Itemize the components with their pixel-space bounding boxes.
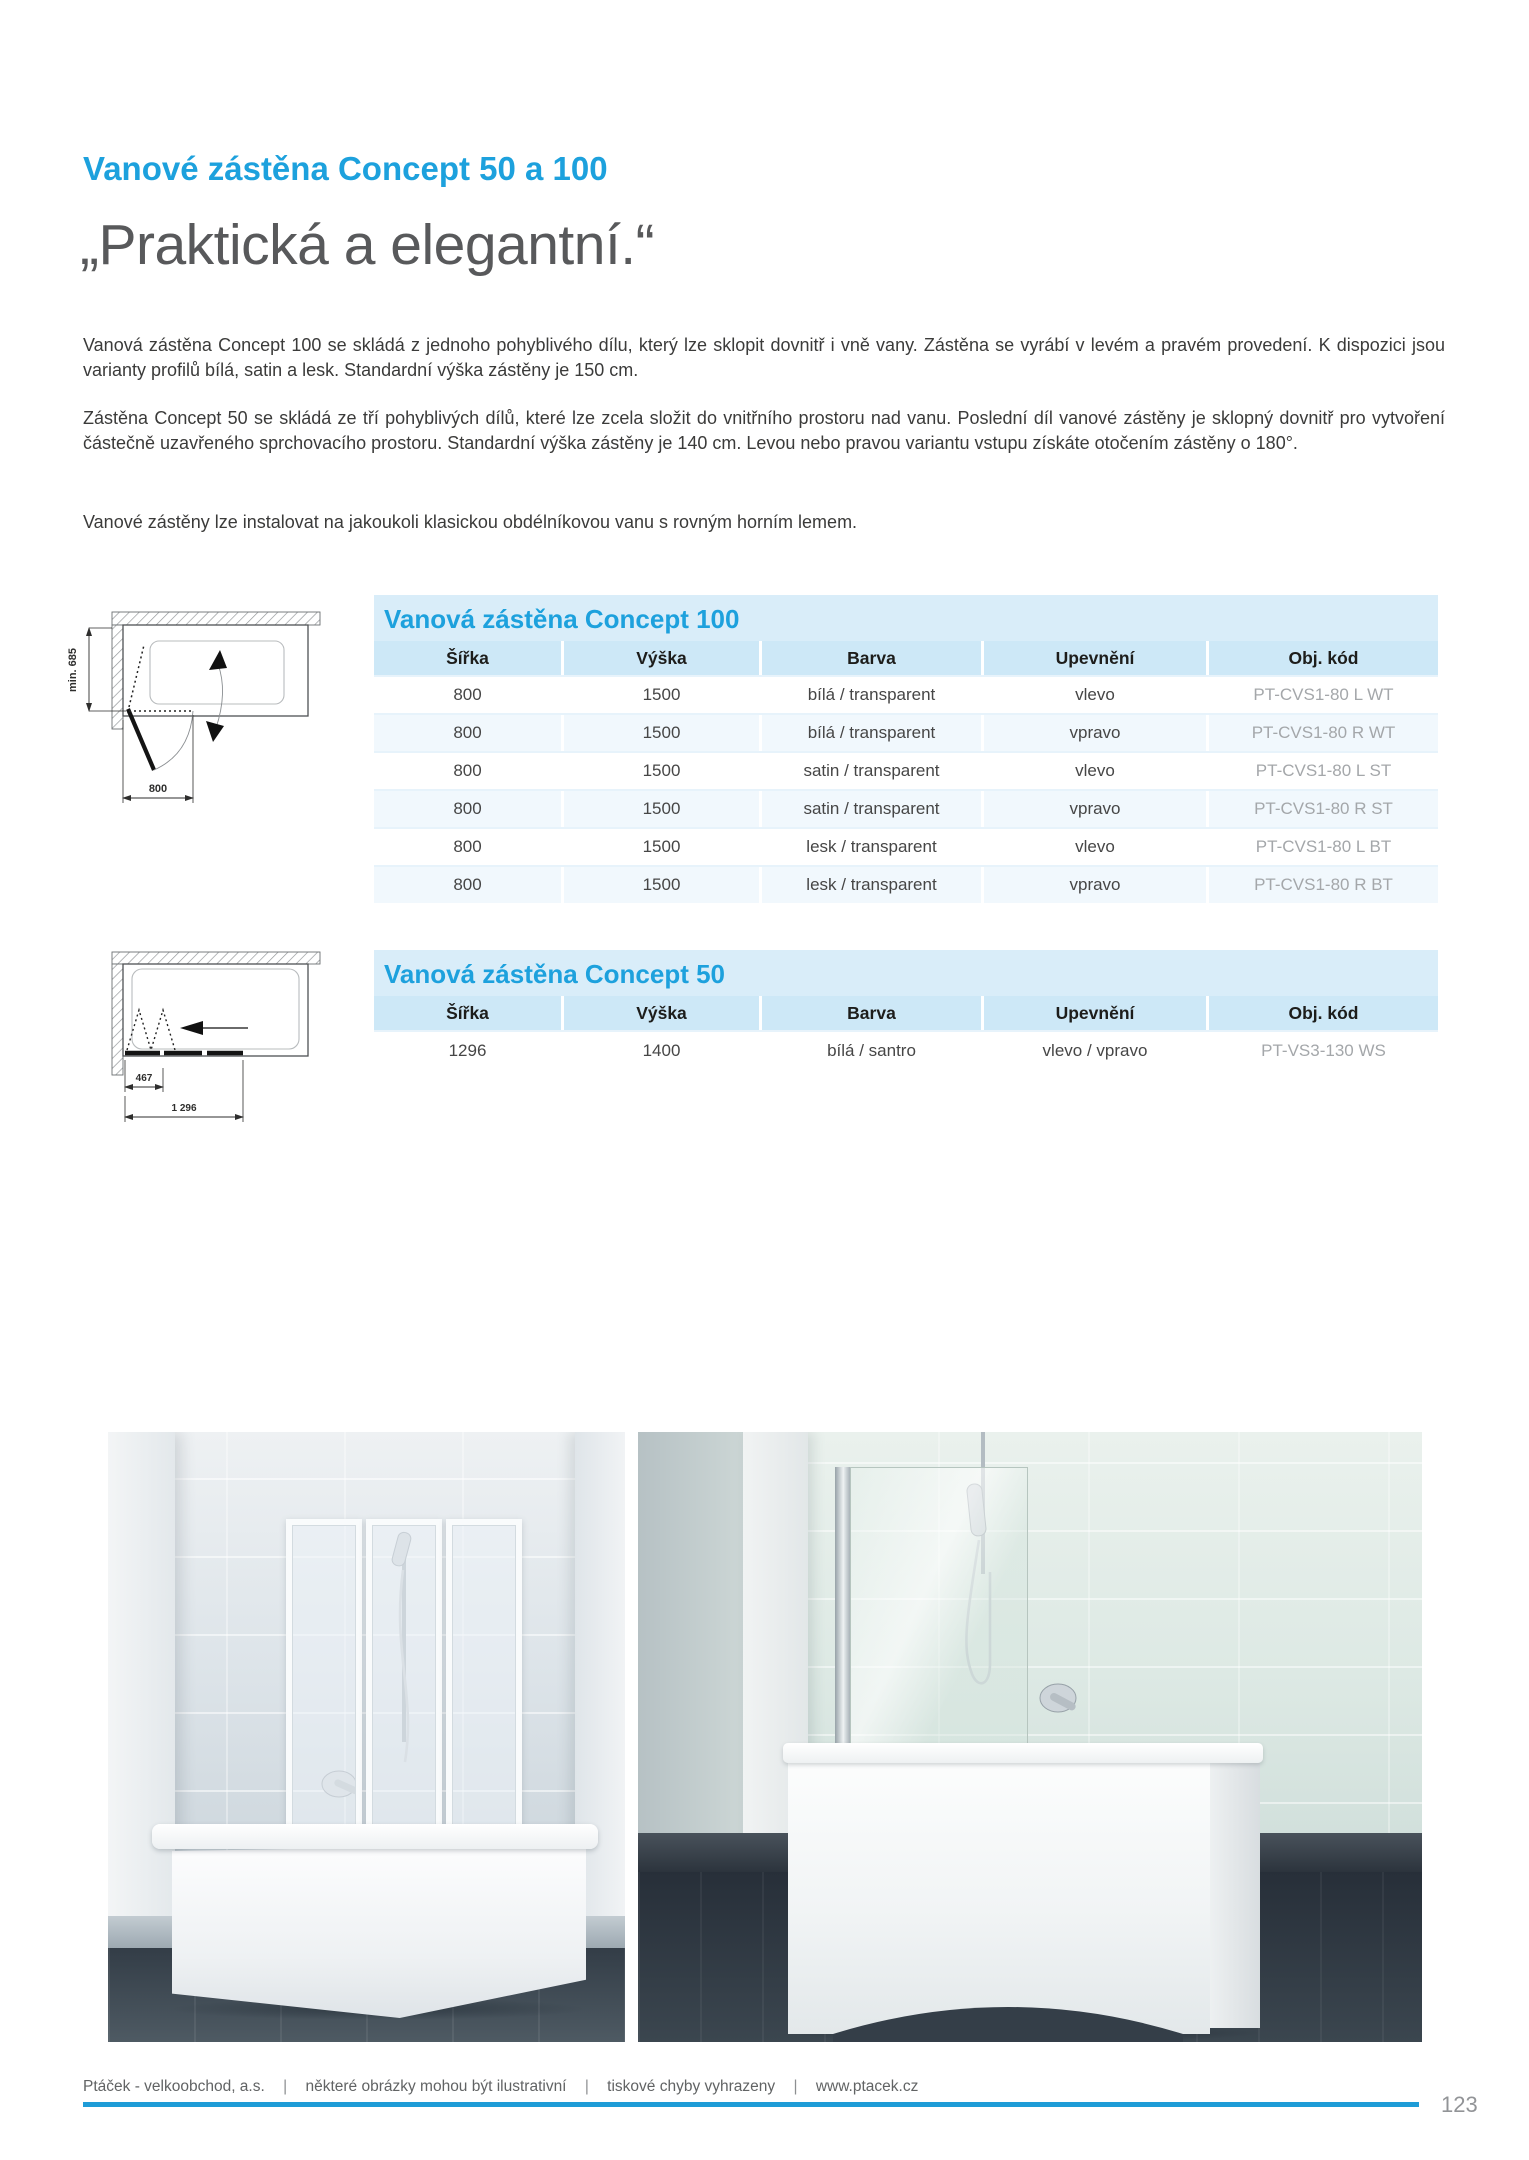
- dimension-1296: [125, 1060, 243, 1122]
- cell-height: 1500: [564, 753, 762, 789]
- cell-width: 800: [374, 715, 564, 751]
- bathtub-plan: [123, 964, 308, 1056]
- cell-mount: vlevo: [984, 829, 1209, 865]
- bathtub-front: [172, 1844, 586, 2018]
- table-row: [374, 789, 1438, 827]
- cell-width: 800: [374, 829, 564, 865]
- cell-color: lesk / transparent: [762, 829, 984, 865]
- cell-height: 1500: [564, 867, 762, 903]
- table-row: [374, 675, 1438, 713]
- cell-code: PT-CVS1-80 R WT: [1251, 723, 1396, 742]
- table-row: [374, 1030, 1438, 1069]
- column-header-width: Šířka: [374, 641, 564, 675]
- footer-note-illustrative: některé obrázky mohou být ilustrativní: [305, 2078, 567, 2095]
- dimension-467: [125, 1060, 163, 1092]
- paragraph-install: Vanové zástěny lze instalovat na jakoukoli klasickou obdélníkovou vanu s rovným horním lemem.: [83, 512, 858, 532]
- column-header-width: Šířka: [374, 996, 564, 1030]
- table-header-row: [374, 996, 1438, 1030]
- page-number: 123: [1441, 2092, 1478, 2117]
- cell-width: 800: [374, 753, 564, 789]
- cell-mount: vlevo / vpravo: [984, 1032, 1209, 1069]
- screen-panel: [446, 1519, 522, 1832]
- footer-separator: |: [283, 2078, 288, 2095]
- column-header-mount: Upevnění: [984, 641, 1209, 675]
- column-header-mount: Upevnění: [984, 996, 1209, 1030]
- cell-height: 1500: [564, 677, 762, 713]
- bathtub-rim: [152, 1824, 598, 1849]
- cell-code: PT-CVS1-80 L BT: [1255, 837, 1392, 856]
- cell-mount: vpravo: [984, 791, 1209, 827]
- concept100-diagram: [62, 580, 332, 825]
- cell-color: lesk / transparent: [762, 867, 984, 903]
- column-header-color: Barva: [762, 641, 984, 675]
- column-header-code: Obj. kód: [1288, 647, 1359, 668]
- column-header-color: Barva: [762, 996, 984, 1030]
- bathtub-cutout-overlay: [638, 1432, 1422, 2042]
- footer-company: Ptáček - velkoobchod, a.s.: [83, 2078, 265, 2095]
- footer-note-errors: tiskové chyby vyhrazeny: [607, 2078, 776, 2095]
- footer-separator: |: [584, 2078, 589, 2095]
- table-title: Vanová zástěna Concept 50: [374, 950, 1438, 996]
- cell-color: bílá / transparent: [762, 677, 984, 713]
- cell-width: 1296: [374, 1032, 564, 1069]
- cell-code: PT-CVS1-80 L WT: [1253, 685, 1394, 704]
- table-row: [374, 751, 1438, 789]
- cell-height: 1500: [564, 791, 762, 827]
- section-heading: Vanové zástěna Concept 50 a 100: [83, 150, 608, 187]
- cell-mount: vpravo: [984, 867, 1209, 903]
- page-title: „Praktická a elegantní.“: [80, 213, 655, 277]
- cell-code: PT-CVS1-80 R ST: [1254, 799, 1393, 818]
- cell-code: PT-VS3-130 WS: [1261, 1040, 1386, 1060]
- cell-mount: vlevo: [984, 677, 1209, 713]
- column-header-height: Výška: [564, 996, 762, 1030]
- cell-code: PT-CVS1-80 R BT: [1254, 875, 1393, 894]
- cell-color: satin / transparent: [762, 791, 984, 827]
- bathtub-plan: [123, 625, 308, 716]
- cell-width: 800: [374, 867, 564, 903]
- concept50-photo: [108, 1432, 625, 2042]
- footer-url: www.ptacek.cz: [815, 2078, 919, 2095]
- dim-label-800: 800: [148, 783, 168, 795]
- table-row: [374, 713, 1438, 751]
- footer-separator: |: [793, 2078, 798, 2095]
- cell-height: 1400: [564, 1032, 762, 1069]
- bathtub-apron-cutout: [833, 2007, 1183, 2042]
- cell-color: bílá / santro: [762, 1032, 984, 1069]
- cell-height: 1500: [564, 715, 762, 751]
- concept100-photo: [638, 1432, 1422, 2042]
- cell-code: PT-CVS1-80 L ST: [1255, 761, 1392, 780]
- cell-color: bílá / transparent: [762, 715, 984, 751]
- column-header-code: Obj. kód: [1288, 1002, 1359, 1023]
- dimension-800: [123, 715, 193, 803]
- paragraph-concept50: Zástěna Concept 50 se skládá ze tří pohyblivých dílů, které lze zcela složit do vnitřního prostoru nad vanu. Poslední díl vanové zástěny je sklopný dovnitř pro vytvoření částečně uzavřeného sprchovacího prostoru. Standardní výška zástěny je 140 cm. Levou nebo pravou variantu vstupu získáte otočením zástěny o 180°.: [83, 408, 1445, 453]
- cell-height: 1500: [564, 829, 762, 865]
- footer-rule: [83, 2102, 1419, 2107]
- cell-width: 800: [374, 677, 564, 713]
- dim-label-min-685: min. 685: [67, 647, 79, 693]
- paragraph-concept100: Vanová zástěna Concept 100 se skládá z jednoho pohyblivého dílu, který lze sklopit dovnitř i vně vany. Zástěna se vyrábí v levém a pravém provedení. K dispozici jsou varianty profilů bílá, satin a lesk. Standardní výška zástěny je 150 cm.: [83, 335, 1445, 380]
- screen-panel: [286, 1519, 362, 1832]
- dim-label-467: 467: [135, 1073, 153, 1084]
- table-header-row: [374, 641, 1438, 675]
- cell-mount: vlevo: [984, 753, 1209, 789]
- table-row: [374, 827, 1438, 865]
- concept50-diagram: [62, 940, 332, 1190]
- cell-color: satin / transparent: [762, 753, 984, 789]
- concept50-table: [374, 950, 1438, 1069]
- column-header-height: Výška: [564, 641, 762, 675]
- dim-label-1296: 1 296: [171, 1103, 197, 1114]
- concept100-table: [374, 595, 1438, 903]
- table-title: Vanová zástěna Concept 100: [374, 595, 1438, 641]
- screen-panel: [366, 1519, 442, 1832]
- table-row: [374, 865, 1438, 903]
- footer: [83, 2078, 918, 2096]
- cell-mount: vpravo: [984, 715, 1209, 751]
- cell-width: 800: [374, 791, 564, 827]
